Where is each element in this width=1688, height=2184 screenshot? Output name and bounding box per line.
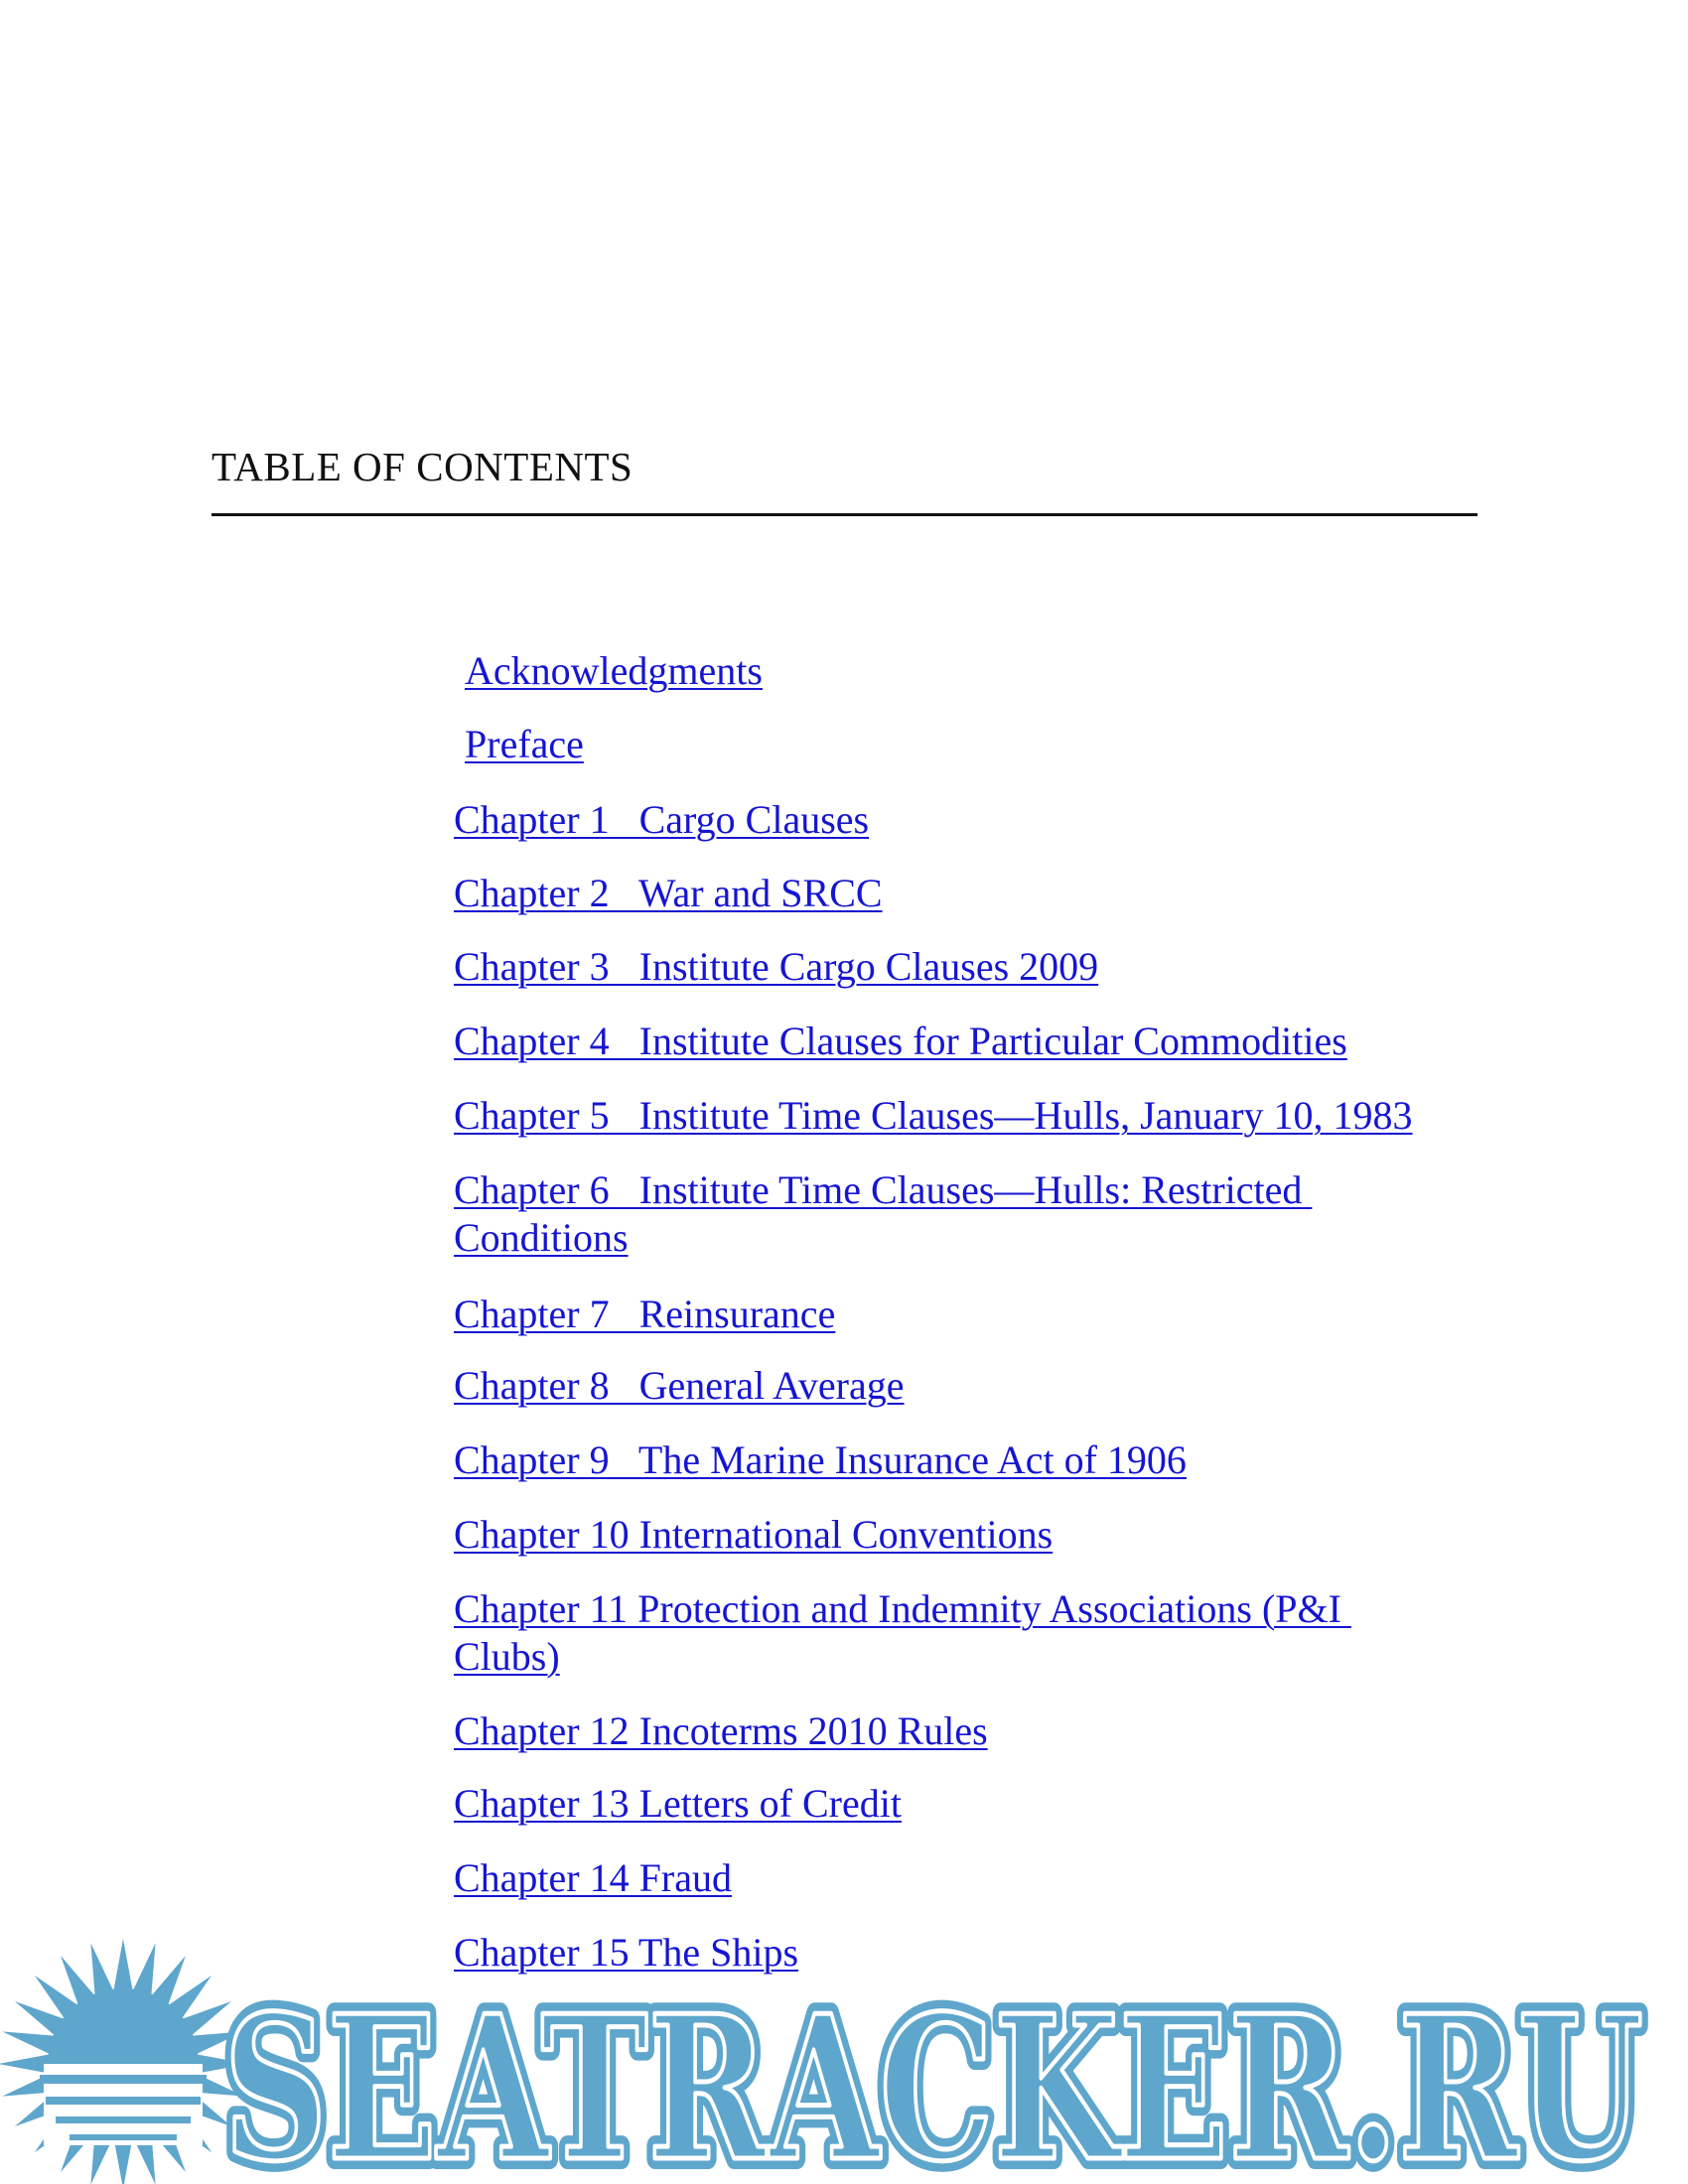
toc-link-chapter-10[interactable]: Chapter 10 International Conventions [454,1512,1054,1557]
toc-link-chapter-3[interactable]: Chapter 3 Institute Cargo Clauses 2009 [454,944,1099,989]
toc-item-chapter-5 [454,1092,1486,1140]
toc-item-chapter-13 [454,1780,1486,1828]
toc-item-acknowledgments [465,647,1497,695]
toc-link-chapter-11[interactable]: Chapter 11 Protection and Indemnity Associations (P&I Clubs) [454,1586,1351,1679]
toc-item-chapter-14 [454,1854,1486,1902]
toc-link-chapter-4[interactable]: Chapter 4 Institute Clauses for Particular Commodities [454,1019,1347,1063]
page-title-text: TABLE OF CONTENTS [211,444,633,489]
watermark-text: SEATRACKER.RU [223,1973,1643,2184]
toc-link-chapter-8[interactable]: Chapter 8 General Average [454,1363,905,1408]
toc-item-chapter-10 [454,1511,1486,1559]
page-title [211,444,633,489]
toc-link-chapter-7[interactable]: Chapter 7 Reinsurance [454,1292,836,1336]
toc-link-chapter-1[interactable]: Chapter 1 Cargo Clauses [454,797,870,842]
toc-item-chapter-9 [454,1436,1486,1484]
toc-link-chapter-9[interactable]: Chapter 9 The Marine Insurance Act of 1906 [454,1437,1187,1482]
toc-link-acknowledgments[interactable]: Acknowledgments [465,648,763,693]
toc-item-chapter-1 [454,796,1486,844]
toc-link-chapter-15[interactable]: Chapter 15 The Ships [454,1930,799,1975]
watermark-text-outline: SEATRACKER.RU [223,1973,1643,2184]
toc-link-chapter-13[interactable]: Chapter 13 Letters of Credit [454,1781,902,1826]
toc-item-chapter-2 [454,870,1486,917]
toc-item-chapter-8 [454,1362,1486,1410]
title-rule [211,513,1477,516]
toc-link-chapter-14[interactable]: Chapter 14 Fraud [454,1855,732,1900]
toc-item-chapter-11 [454,1585,1397,1681]
toc-link-chapter-5[interactable]: Chapter 5 Institute Time Clauses—Hulls, January 10, 1983 [454,1093,1413,1138]
watermark [0,1926,1688,2184]
toc-link-chapter-12[interactable]: Chapter 12 Incoterms 2010 Rules [454,1708,988,1753]
toc-link-chapter-2[interactable]: Chapter 2 War and SRCC [454,871,883,915]
toc-link-chapter-6[interactable]: Chapter 6 Institute Time Clauses—Hulls: Restricted Conditions [454,1167,1313,1260]
toc-item-preface [465,721,1497,768]
sun-icon [0,1939,248,2184]
toc-item-chapter-3 [454,943,1486,991]
toc-item-chapter-7 [454,1291,1486,1338]
toc-item-chapter-6 [454,1166,1347,1262]
toc-link-preface[interactable]: Preface [465,722,584,766]
toc-item-chapter-4 [454,1018,1486,1065]
toc-item-chapter-12 [454,1707,1486,1755]
